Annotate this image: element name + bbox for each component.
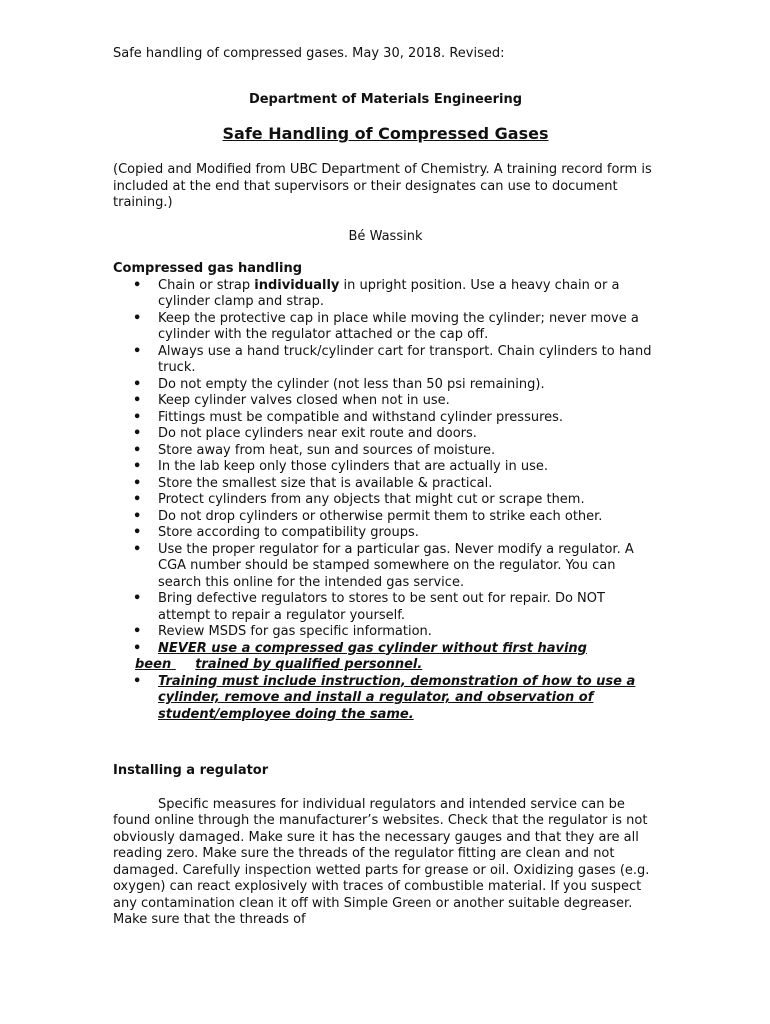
item-text: Use the proper regulator for a particular gas. Never modify a regulator. A CGA number should be stamped somewhere on the regulator. You can search this online for the intended gas service.: [158, 541, 634, 590]
item-text: Keep the protective cap in place while moving the cylinder; never move a cylinder with the regulator attached or the cap off.: [158, 310, 639, 342]
item-text: Store away from heat, sun and sources of moisture.: [158, 442, 496, 458]
bullet-icon: •: [133, 442, 142, 458]
item-text-bold: individually: [254, 277, 340, 293]
installing-paragraph: Specific measures for individual regulators and intended service can be found online through the manufacturer’s websites. Check that the regulator is not obviously damaged. Make sure it has the necessary gauges and that they are all reading zero. Make sure the threads of the regulator fitting are clean and not damaged. Carefully inspection wetted parts for grease or oil. Oxidizing gases (e.g. oxygen) can react explosively with traces of combustible material. If you suspect any contamination clean it off with Simple Green or another suitable degreaser. Make sure that the threads of: [113, 796, 650, 927]
compressed-gas-heading: Compressed gas handling: [113, 261, 303, 276]
list-item: [113, 591, 658, 624]
list-item: [113, 344, 658, 377]
training-text: Training must include instruction, demonstration of how to use a cylinder, remove and install a regulator, and observation of student/employee doing the same.: [158, 673, 636, 722]
bullet-icon: •: [133, 459, 142, 474]
bullet-icon: •: [133, 624, 142, 639]
bullet-icon: •: [133, 673, 142, 689]
page-title: Safe Handling of Compressed Gases: [222, 124, 549, 143]
item-text: In the lab keep only those cylinders that are actually in use.: [158, 459, 548, 474]
item-text-before: Chain or strap: [158, 277, 255, 293]
item-text: Protect cylinders from any objects that might cut or scrape them.: [158, 492, 585, 507]
bullet-icon: •: [133, 591, 142, 606]
bullet-icon: •: [133, 508, 142, 524]
compressed-gas-list-emphasis: [113, 641, 658, 724]
list-item: [113, 476, 658, 493]
list-item-training: [113, 674, 658, 724]
item-text: Bring defective regulators to stores to be sent out for repair. Do NOT attempt to repair a regulator yourself.: [158, 591, 605, 623]
list-item-never: [113, 641, 658, 674]
bullet-icon: •: [133, 492, 142, 507]
item-text: Do not empty the cylinder (not less than 50 psi remaining).: [158, 376, 545, 392]
bullet-icon: •: [133, 393, 142, 408]
list-item: [113, 624, 658, 641]
list-item: [113, 426, 658, 443]
list-item: [113, 410, 658, 427]
list-item: [113, 542, 658, 592]
list-item: [113, 311, 658, 344]
never-line-2a: been: [135, 657, 172, 672]
item-text-after: in upright position. Use a heavy chain or a cylinder clamp and strap.: [158, 277, 620, 309]
bullet-icon: •: [133, 541, 142, 557]
never-line-2b: trained by qualified personnel.: [195, 657, 423, 672]
document-page: [113, 46, 658, 929]
bullet-icon: •: [133, 525, 142, 540]
bullet-icon: •: [133, 475, 142, 491]
item-text: Fittings must be compatible and withstand cylinder pressures.: [158, 409, 564, 425]
list-item: [113, 443, 658, 460]
item-text: Do not place cylinders near exit route and doors.: [158, 426, 477, 441]
list-item: [113, 509, 658, 526]
list-item: [113, 525, 658, 542]
list-item: [113, 393, 658, 410]
item-text: Store according to compatibility groups.: [158, 525, 419, 540]
author-name: Bé Wassink: [348, 228, 423, 244]
item-text: Review MSDS for gas specific information.: [158, 624, 432, 639]
bullet-icon: •: [133, 310, 142, 326]
bullet-icon: •: [133, 426, 142, 441]
running-header: Safe handling of compressed gases. May 30, 2018. Revised:: [113, 46, 505, 61]
list-item: [113, 377, 658, 394]
list-item: [113, 492, 658, 509]
department-name: Department of Materials Engineering: [248, 91, 523, 107]
installing-heading: Installing a regulator: [113, 763, 269, 778]
compressed-gas-list: [113, 278, 658, 641]
never-line-1: NEVER use a compressed gas cylinder without first having: [158, 640, 587, 656]
item-text: Always use a hand truck/cylinder cart for transport. Chain cylinders to hand truck.: [158, 343, 652, 375]
intro-paragraph: (Copied and Modified from UBC Department of Chemistry. A training record form is included at the end that supervisors or their designates can use to document training.): [113, 162, 652, 210]
item-text: Store the smallest size that is available & practical.: [158, 475, 493, 491]
list-item: [113, 459, 658, 476]
bullet-icon: •: [133, 376, 142, 392]
bullet-icon: •: [133, 640, 142, 656]
bullet-icon: •: [133, 409, 142, 425]
item-text: Keep cylinder valves closed when not in use.: [158, 393, 450, 408]
bullet-icon: •: [133, 277, 142, 293]
list-item: [113, 278, 658, 311]
bullet-icon: •: [133, 343, 142, 359]
item-text: Do not drop cylinders or otherwise permit them to strike each other.: [158, 508, 603, 524]
